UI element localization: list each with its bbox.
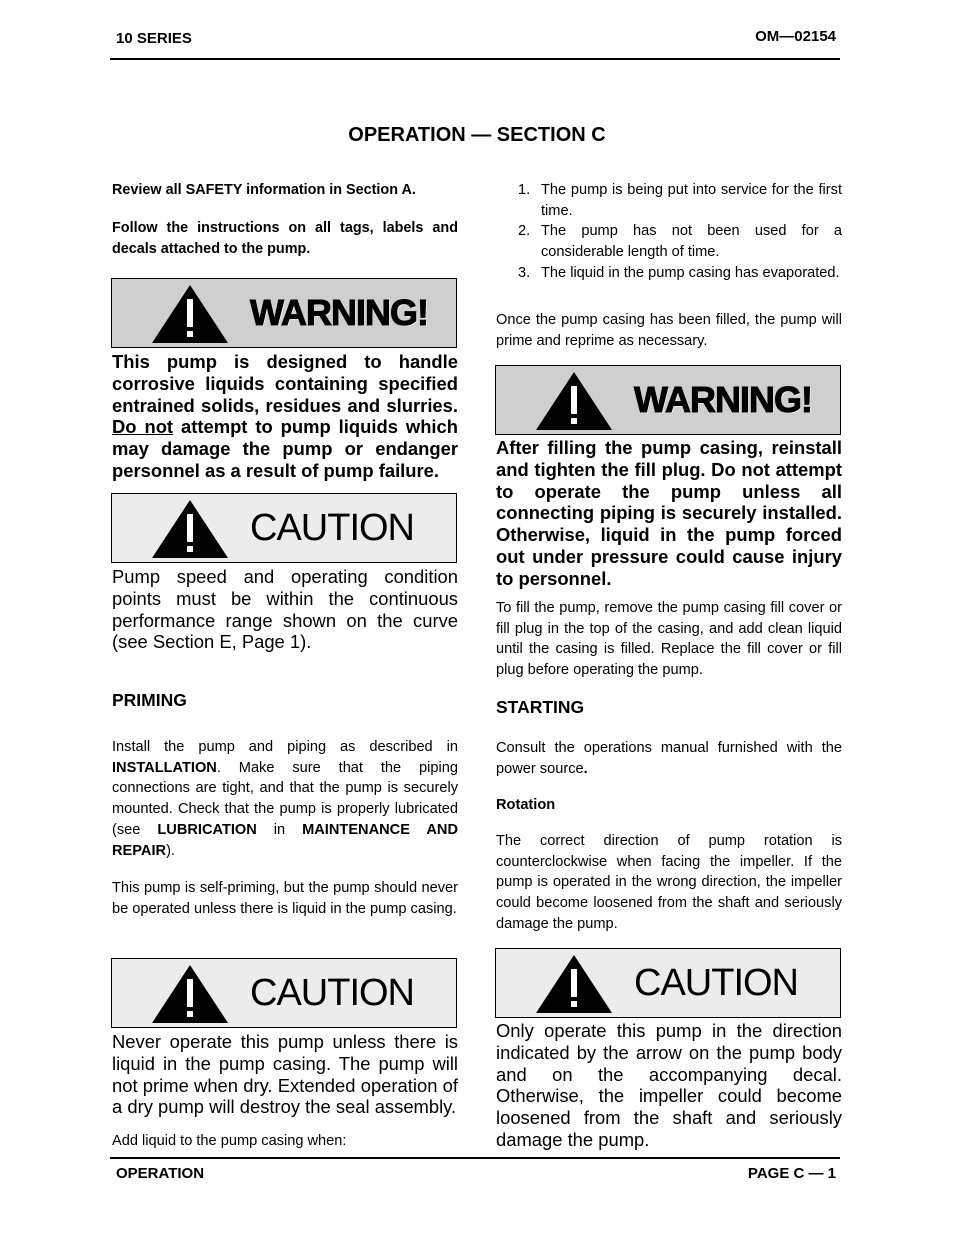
header-doc-number: OM—02154 bbox=[755, 28, 836, 45]
footer-rule bbox=[110, 1157, 840, 1159]
list-text: The liquid in the pump casing has evaporated. bbox=[541, 264, 840, 281]
add-liquid-list bbox=[496, 180, 842, 284]
priming-paragraph-2: This pump is self-priming, but the pump should never be operated unless there is liquid in the pump casing. bbox=[112, 880, 458, 917]
starting-heading: STARTING bbox=[496, 697, 585, 717]
exclamation-triangle-icon bbox=[150, 963, 230, 1025]
starting-paragraph bbox=[496, 738, 842, 779]
warning-label: WARNING! bbox=[250, 292, 428, 333]
caution-sign-2 bbox=[111, 958, 457, 1028]
warning-sign-1 bbox=[111, 278, 457, 348]
priming-heading: PRIMING bbox=[112, 690, 187, 710]
page-title: OPERATION — SECTION C bbox=[348, 124, 606, 146]
intro-tags: Follow the instructions on all tags, labels and decals attached to the pump. bbox=[112, 220, 458, 257]
exclamation-triangle-icon bbox=[534, 370, 614, 432]
priming-p1c: . Make sure that the piping connections are tight, and that the pump is securely mounted. Check that the pump is properly lubricated (see bbox=[112, 759, 458, 838]
warning-text-2: After filling the pump casing, reinstall and tighten the fill plug. Do not attempt to operate the pump unless all connecting piping is securely installed. Otherwise, liquid in the pump forced out under pressure could cause injury to personnel. bbox=[496, 437, 842, 589]
caution-text-2: Never operate this pump unless there is liquid in the pump casing. The pump will not prime when dry. Extended operation of a dry pump will destroy the seal assembly. bbox=[112, 1031, 458, 1118]
priming-p1a: Install the pump and piping as described in bbox=[112, 739, 458, 755]
fill-instructions: To fill the pump, remove the pump casing fill cover or fill plug in the top of the casing, and add clean liquid until the casing is filled. Replace the fill cover or fill plug before operating the pump. bbox=[496, 600, 842, 679]
priming-p1g: ). bbox=[166, 842, 175, 859]
priming-p1e: in bbox=[256, 821, 303, 838]
list-text: The pump is being put into service for the first time. bbox=[541, 182, 842, 219]
exclamation-triangle-icon bbox=[150, 498, 230, 560]
priming-paragraph-1 bbox=[112, 737, 458, 861]
footer-page-number: PAGE C — 1 bbox=[747, 1165, 836, 1182]
caution-text-1: Pump speed and operating condition points must be within the continuous performance range shown on the curve (see Section E, Page 1). bbox=[112, 566, 458, 653]
warning-text-1 bbox=[112, 351, 458, 482]
list-number: 1. bbox=[518, 182, 531, 198]
list-item bbox=[496, 180, 842, 221]
list-text: The pump has not been used for a considerable length of time. bbox=[541, 223, 842, 261]
add-liquid-intro: Add liquid to the pump casing when: bbox=[112, 1133, 347, 1149]
list-number: 3. bbox=[518, 264, 531, 281]
priming-maintenance: MAINTENANCE AND REPAIR bbox=[112, 821, 458, 859]
starting-period: . bbox=[583, 760, 588, 777]
warning-label: WARNING! bbox=[634, 379, 812, 420]
caution-label: CAUTION bbox=[250, 506, 414, 549]
list-number: 2. bbox=[518, 223, 531, 240]
once-filled-text: Once the pump casing has been filled, the pump will prime and reprime as necessary. bbox=[496, 312, 842, 349]
warning-sign-2 bbox=[495, 365, 841, 435]
rotation-heading: Rotation bbox=[496, 797, 556, 813]
priming-lubrication: LUBRICATION bbox=[157, 821, 257, 838]
caution-sign-1 bbox=[111, 493, 457, 563]
warning-text-1b: attempt to pump liquids which may damage the pump or endanger personnel as a result of pump failure. bbox=[112, 416, 458, 481]
caution-sign-3 bbox=[495, 948, 841, 1018]
caution-label: CAUTION bbox=[250, 971, 414, 1014]
starting-text: Consult the operations manual furnished with the power source bbox=[496, 740, 842, 777]
caution-text-3: Only operate this pump in the direction indicated by the arrow on the pump body and on the accompanying decal. Otherwise, the impeller could become loosened from the shaft and seriously damage the pump. bbox=[496, 1020, 842, 1150]
list-item bbox=[496, 263, 842, 284]
warning-text-1a: This pump is designed to handle corrosive liquids containing specified entrained solids, residues and slurries. bbox=[112, 351, 458, 416]
exclamation-triangle-icon bbox=[534, 953, 614, 1015]
intro-safety: Review all SAFETY information in Section A. bbox=[112, 182, 416, 198]
priming-installation: INSTALLATION bbox=[112, 759, 217, 776]
footer-section: OPERATION bbox=[116, 1165, 205, 1182]
exclamation-triangle-icon bbox=[150, 283, 230, 345]
list-item bbox=[496, 221, 842, 262]
header-rule bbox=[110, 58, 840, 60]
rotation-paragraph: The correct direction of pump rotation is counterclockwise when facing the impeller. If the pump is operated in the wrong direction, the impeller could become loosened from the shaft and seriously damage the pump. bbox=[496, 833, 842, 932]
caution-label: CAUTION bbox=[634, 961, 798, 1004]
warning-text-1-underline: Do not bbox=[112, 416, 174, 438]
header-series: 10 SERIES bbox=[116, 30, 192, 47]
